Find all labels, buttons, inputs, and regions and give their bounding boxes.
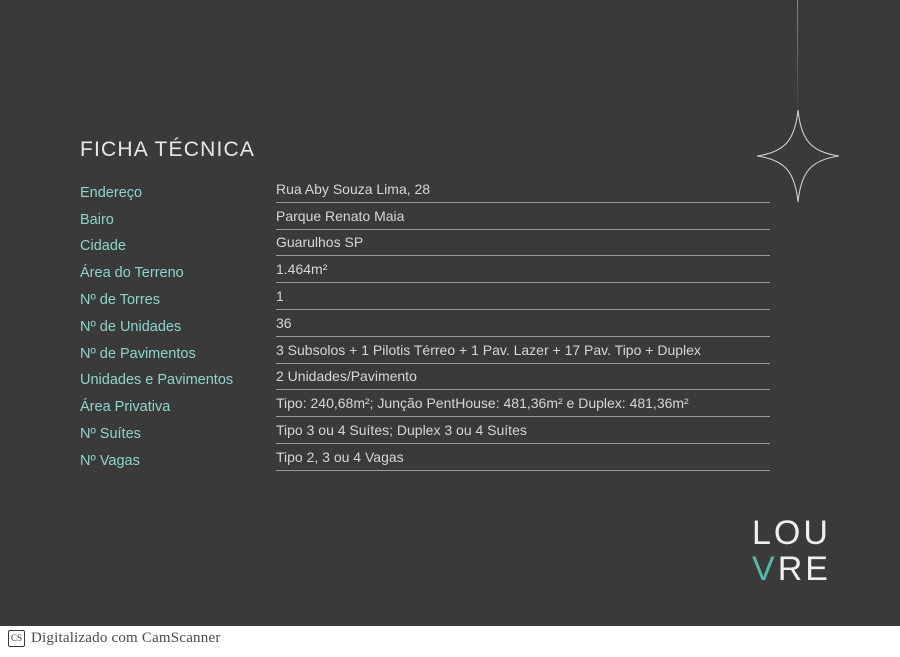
- table-row: [80, 337, 770, 364]
- logo-line-2-rest: RE: [777, 550, 831, 588]
- spec-value-cell: [276, 394, 770, 417]
- spec-value-cell: [276, 421, 770, 444]
- scanner-watermark: [8, 630, 221, 647]
- spec-label: Unidades e Pavimentos: [80, 372, 234, 389]
- spec-label: Nº de Unidades: [80, 318, 182, 335]
- spec-label: Área do Terreno: [80, 265, 184, 282]
- spec-value: 36: [276, 314, 292, 331]
- spec-value-cell: [276, 180, 770, 203]
- spec-value-cell: [276, 287, 770, 310]
- spec-value: Guarulhos SP: [276, 234, 364, 251]
- spec-label: Bairo: [80, 211, 114, 228]
- spec-value: 2 Unidades/Pavimento: [276, 368, 417, 385]
- table-row: [80, 256, 770, 283]
- spec-value-cell: [276, 314, 770, 337]
- table-row: [80, 176, 770, 203]
- brand-logo: [752, 515, 852, 587]
- logo-accent-letter: V: [752, 550, 778, 588]
- spec-value: 1.464m²: [276, 261, 328, 278]
- camscanner-badge-icon: CS: [8, 630, 25, 647]
- spec-value: Tipo: 240,68m²; Junção PentHouse: 481,36m² e Duplex: 481,36m²: [276, 395, 689, 412]
- spec-value-cell: [276, 448, 770, 471]
- spec-value: Rua Aby Souza Lima, 28: [276, 180, 431, 197]
- spec-value: Tipo 2, 3 ou 4 Vagas: [276, 448, 404, 465]
- spec-label: Nº de Torres: [80, 291, 160, 308]
- spec-value-cell: [276, 367, 770, 390]
- spec-value: Tipo 3 ou 4 Suítes; Duplex 3 ou 4 Suítes: [276, 421, 527, 438]
- spec-value: 1: [276, 287, 284, 304]
- spec-label: Nº de Pavimentos: [80, 345, 196, 362]
- spec-value-cell: [276, 260, 770, 283]
- logo-line-1: LOU: [752, 514, 831, 552]
- table-row: [80, 444, 770, 471]
- spec-value: Parque Renato Maia: [276, 207, 405, 224]
- spec-value: 3 Subsolos + 1 Pilotis Térreo + 1 Pav. Lazer + 17 Pav. Tipo + Duplex: [276, 341, 701, 358]
- spec-value-cell: [276, 207, 770, 230]
- table-row: [80, 390, 770, 417]
- scanner-watermark-text: Digitalizado com CamScanner: [31, 630, 221, 646]
- page-title: FICHA TÉCNICA: [80, 138, 256, 161]
- spec-label: Nº Vagas: [80, 452, 140, 469]
- spec-label: Endereço: [80, 184, 143, 201]
- table-row: [80, 283, 770, 310]
- table-row: [80, 364, 770, 391]
- spec-value-cell: [276, 341, 770, 364]
- scanner-watermark-bar: [0, 626, 900, 657]
- spec-label: Área Privativa: [80, 399, 171, 416]
- spec-table: [80, 176, 770, 471]
- logo-line-2: [752, 551, 852, 587]
- spec-value-cell: [276, 233, 770, 256]
- spec-label: Cidade: [80, 238, 126, 255]
- decorative-hairline: [797, 0, 798, 108]
- spec-label: Nº Suítes: [80, 425, 141, 442]
- table-row: [80, 203, 770, 230]
- table-row: [80, 230, 770, 257]
- table-row: [80, 310, 770, 337]
- table-row: [80, 417, 770, 444]
